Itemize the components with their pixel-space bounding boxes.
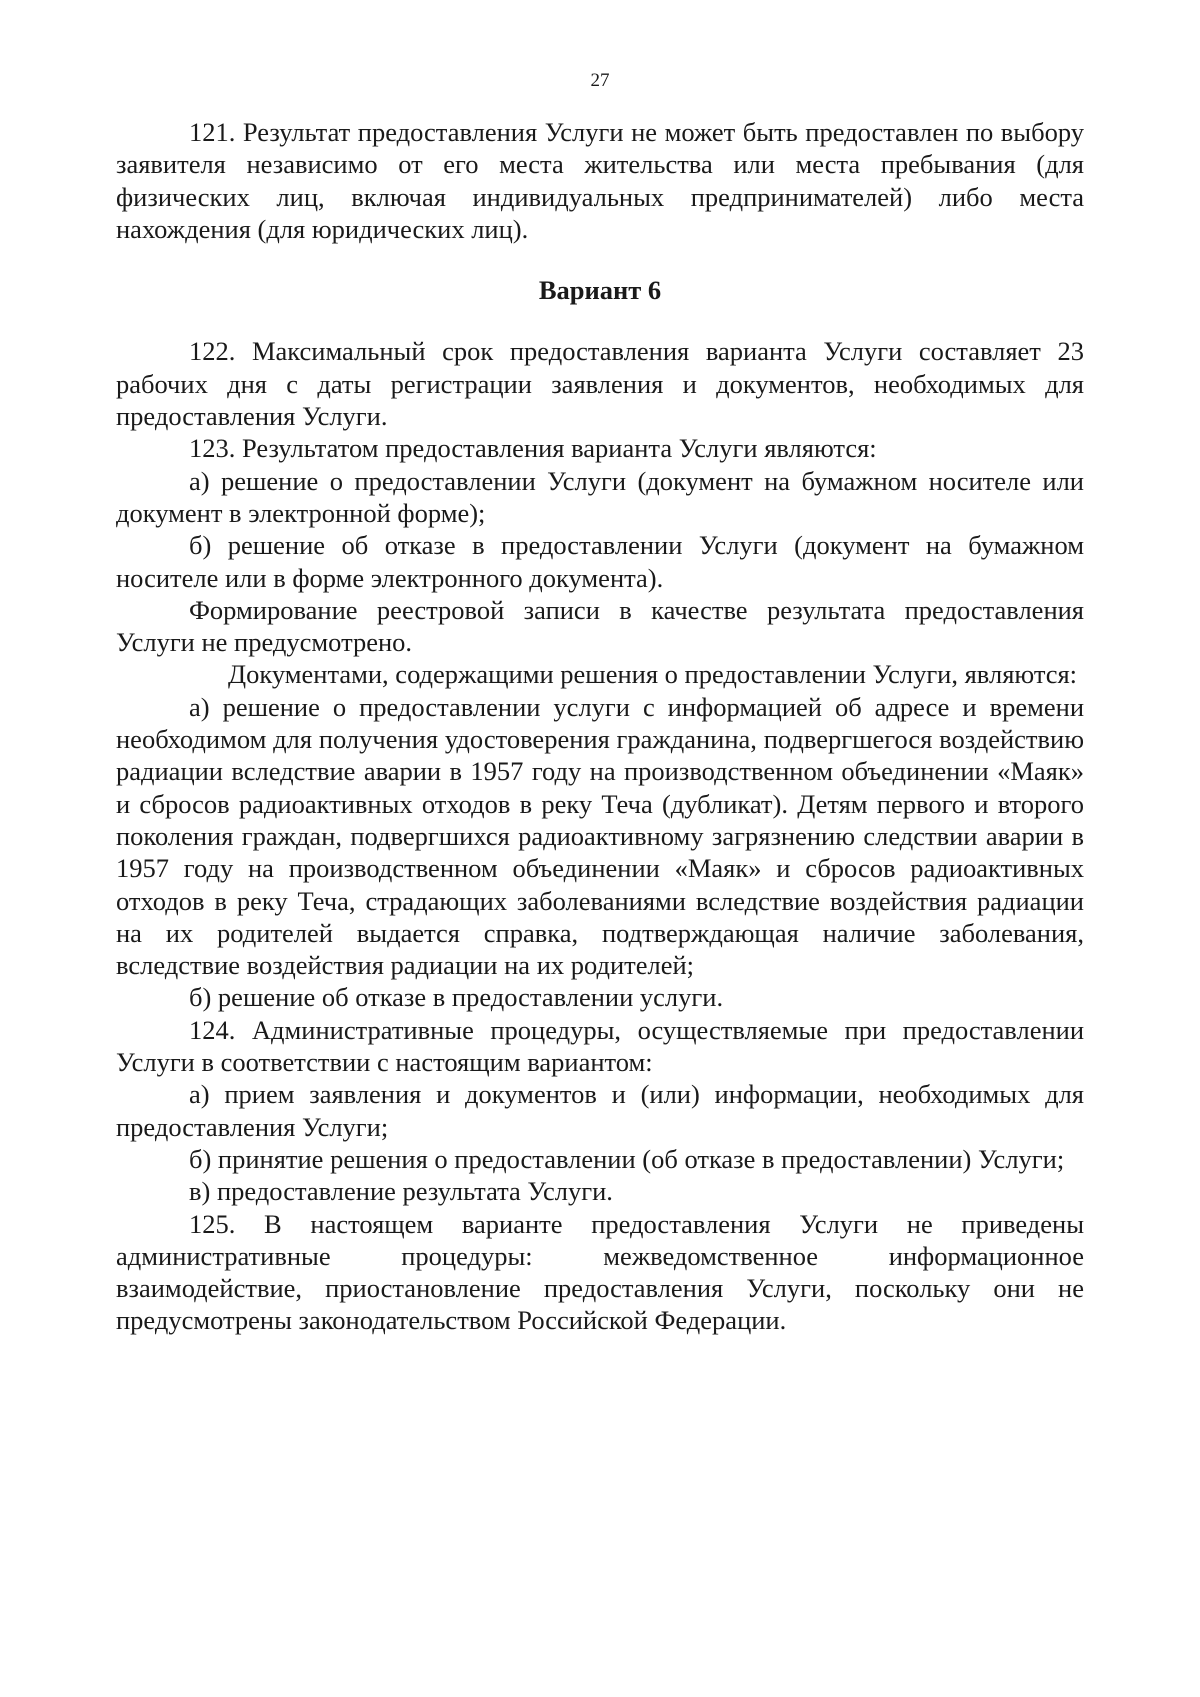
paragraph-123-a: а) решение о предоставлении Услуги (документ на бумажном носителе или документ в электронной форме); (116, 465, 1084, 528)
paragraph-121: 121. Результат предоставления Услуги не может быть предоставлен по выбору заявителя независимо от его места жительства или места пребывания (для физических лиц, включая индивидуальных предпринимателей) либо места нахождения (для юридических лиц). (116, 117, 1084, 244)
paragraph-documents-b: б) решение об отказе в предоставлении услуги. (189, 982, 724, 1013)
paragraph-125: 125. В настоящем варианте предоставления Услуги не приведены административные процедуры: межведомственное информационное взаимодействие, приостановление предоставления Услуги, поскольку они не предусмотрены законодательством Российской Федерации. (116, 1208, 1084, 1336)
paragraph-124: 124. Административные процедуры, осуществляемые при предоставлении Услуги в соответствии с настоящим вариантом: (116, 1014, 1084, 1078)
page-number: 27 (590, 70, 610, 91)
paragraph-124-c: в) предоставление результата Услуги. (189, 1176, 613, 1207)
document-body (116, 116, 1084, 1337)
paragraph-124-a: а) прием заявления и документов и (или) информации, необходимых для предоставления Услуги; (116, 1079, 1084, 1142)
paragraph-123-b: б) решение об отказе в предоставлении Услуги (документ на бумажном носителе или в форме электронного документа). (116, 530, 1084, 593)
paragraph-documents-a: а) решение о предоставлении услуги с информацией об адресе и времени необходимом для получения удостоверения гражданина, подвергшегося воздействию радиации вследствие аварии в 1957 году на производственном объединении «Маяк» и сбросов радиоактивных отходов в реку Теча (дубликат). Детям первого и второго поколения граждан, подвергшихся радиоактивному загрязнению следствии аварии в 1957 году на производственном объединении «Маяк» и сбросов радиоактивных отходов в реку Теча, страдающих заболеваниями вследствие воздействия радиации на их родителей выдается справка, подтверждающая наличие заболевания, вследствие воздействия радиации на их родителей; (116, 691, 1084, 981)
paragraph-123: 123. Результатом предоставления варианта Услуги являются: (189, 433, 877, 464)
paragraph-122: 122. Максимальный срок предоставления варианта Услуги составляет 23 рабочих дня с даты регистрации заявления и документов, необходимых для предоставления Услуги. (116, 336, 1084, 432)
variant-heading: Вариант 6 (538, 275, 662, 306)
paragraph-registry: Формирование реестровой записи в качестве результата предоставления Услуги не предусмотрено. (116, 594, 1084, 658)
paragraph-documents: Документами, содержащими решения о предоставлении Услуги, являются: (228, 659, 1078, 690)
paragraph-124-b: б) принятие решения о предоставлении (об отказе в предоставлении) Услуги; (189, 1143, 1065, 1174)
